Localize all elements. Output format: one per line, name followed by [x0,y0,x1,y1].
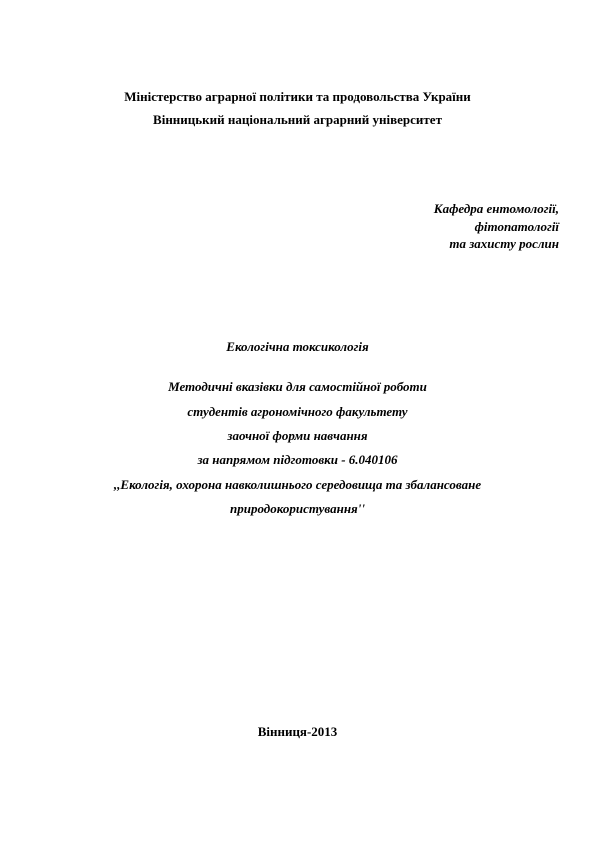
department-line-2: фітопатології [474,219,559,234]
subtitle-line-6: природокористування'' [230,501,365,516]
department-line-1: Кафедра ентомології, [433,201,559,216]
subtitle-line-5: ,,Екологія, охорона навколишнього середовища та збалансоване [113,477,482,492]
subtitle-line-1: Методичні вказівки для самостійної роботи [168,379,427,394]
university-heading: Вінницький національний аграрний університет [153,112,442,127]
subtitle-line-4: за напрямом підготовки - 6.040106 [197,452,398,467]
ministry-heading: Міністерство аграрної політики та продовольства України [124,89,471,104]
department-line-3: та захисту рослин [449,236,559,251]
subtitle-line-2: студентів агрономічного факультету [187,404,408,419]
document-title: Екологічна токсикологія [226,339,369,354]
subtitle-line-3: заочної форми навчання [227,428,368,443]
city-year: Вінниця-2013 [257,724,338,739]
